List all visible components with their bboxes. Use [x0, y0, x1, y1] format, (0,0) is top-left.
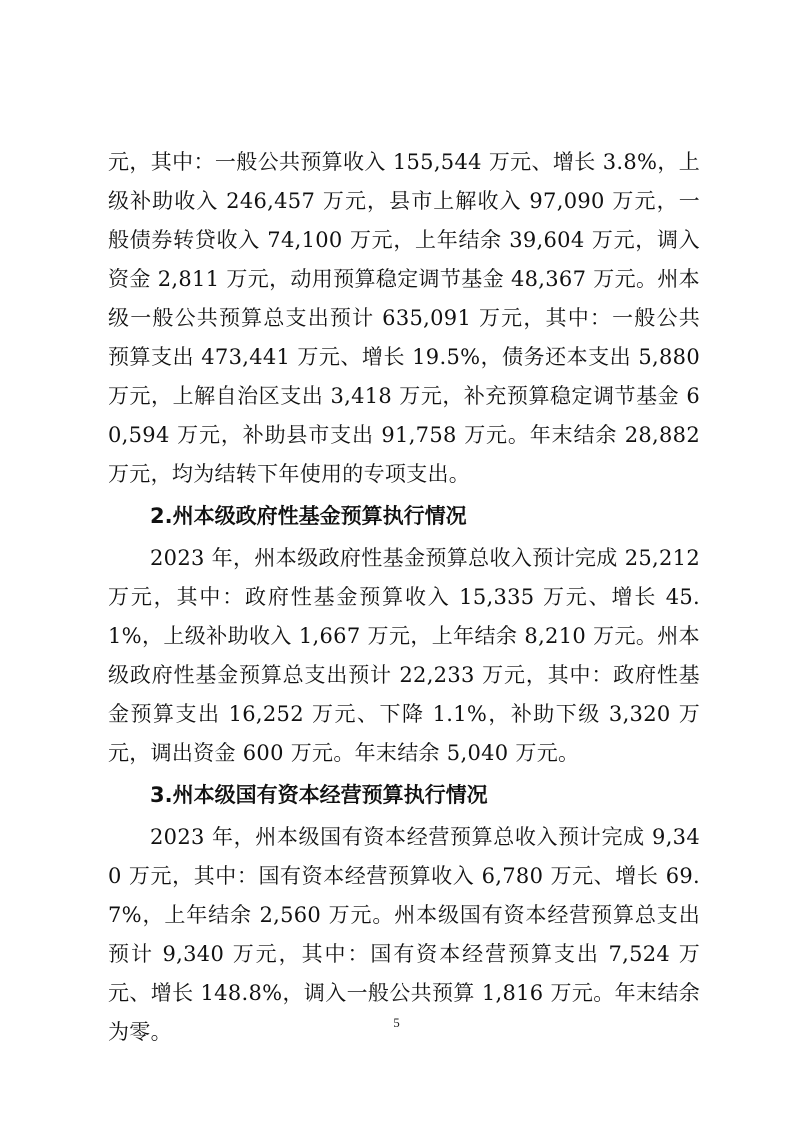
- paragraph-state-capital-budget: 2023 年，州本级国有资本经营预算总收入预计完成 9,340 万元，其中：国有资本经营预算收入 6,780 万元、增长 69.7%，上年结余 2,560 万元。州本级国有资本经营预算总支出预计 9,340 万元，其中：国有资本经营预算支出 7,524 万元、增长 148.8%，调入一般公共预算 1,816 万元。年末结余为零。: [108, 825, 700, 1044]
- section-heading-fund-budget: 2.州本级政府性基金预算执行情况: [150, 504, 467, 528]
- document-body: [108, 143, 700, 1052]
- paragraph-general-budget-continued: 元，其中：一般公共预算收入 155,544 万元、增长 3.8%，上级补助收入 246,457 万元，县市上解收入 97,090 万元，一般债券转贷收入 74,100 万元，上年结余 39,604 万元，调入资金 2,811 万元，动用预算稳定调节基金 48,367 万元。州本级一般公共预算总支出预计 635,091 万元，其中：一般公共预算支出 473,441 万元、增长 19.5%，债务还本支出 5,880 万元，上解自治区支出 3,418 万元，补充预算稳定调节基金 60,594 万元，补助县市支出 91,758 万元。年末结余 28,882 万元，均为结转下年使用的专项支出。: [108, 150, 700, 486]
- page-number: 5: [393, 1015, 400, 1030]
- section-heading-state-capital-budget: 3.州本级国有资本经营预算执行情况: [150, 783, 488, 807]
- paragraph-fund-budget: 2023 年，州本级政府性基金预算总收入预计完成 25,212 万元，其中：政府性基金预算收入 15,335 万元、增长 45.1%，上级补助收入 1,667 万元，上年结余 8,210 万元。州本级政府性基金预算总支出预计 22,233 万元，其中：政府性基金预算支出 16,252 万元、下降 1.1%，补助下级 3,320 万元，调出资金 600 万元。年末结余 5,040 万元。: [108, 546, 700, 765]
